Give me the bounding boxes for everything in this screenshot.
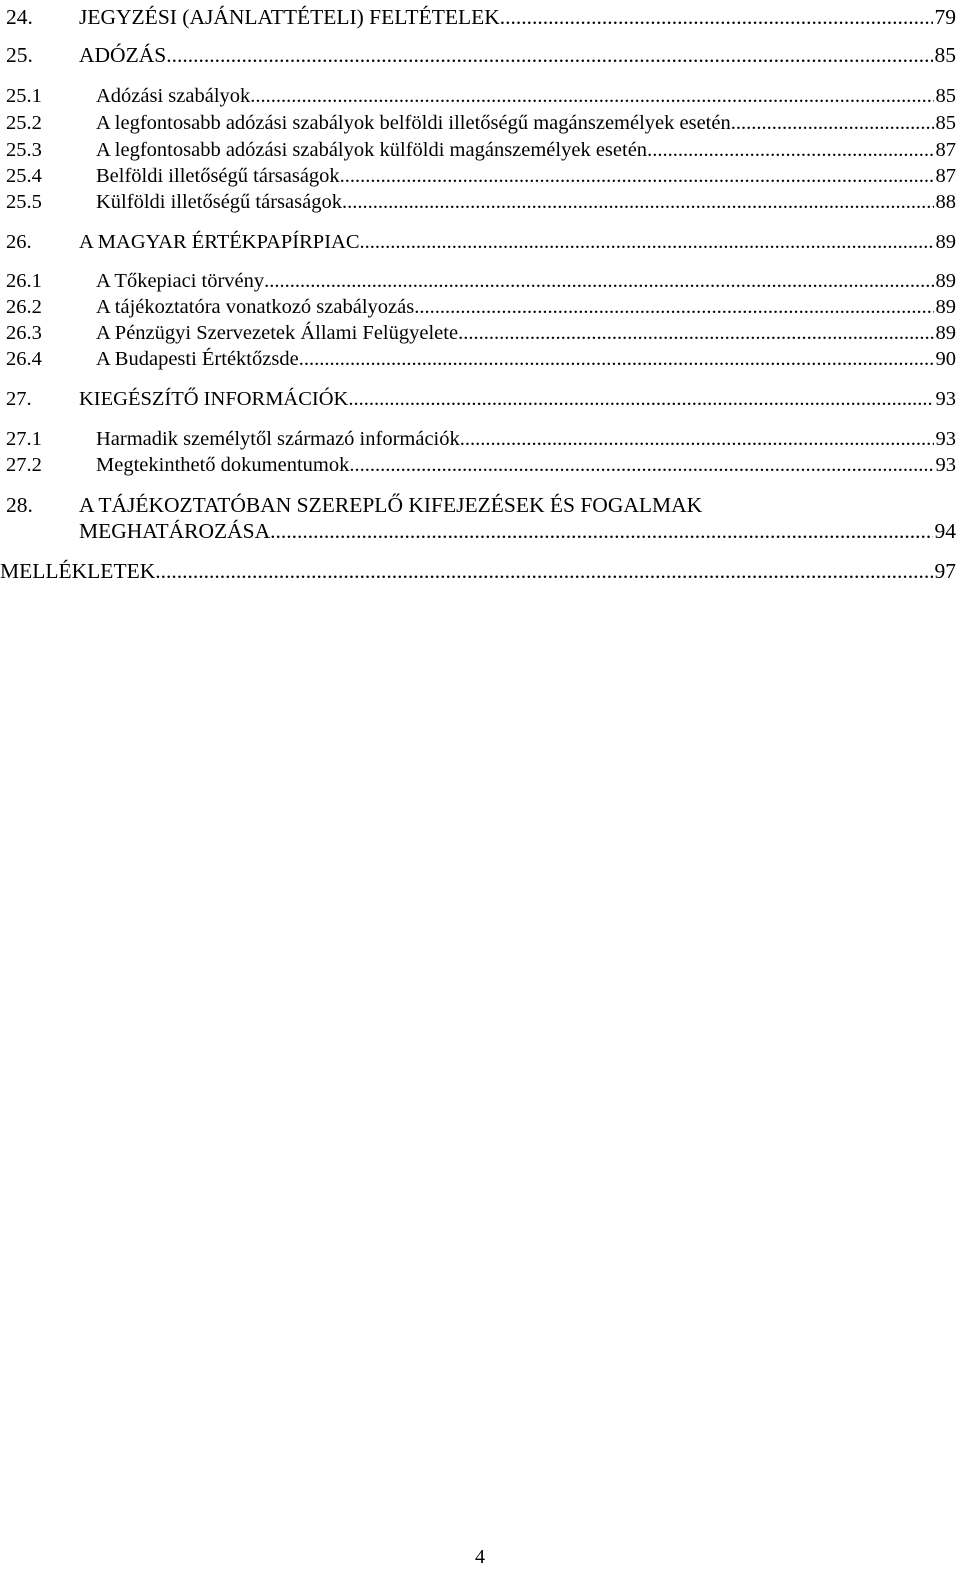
toc-entry-page: 88: [935, 191, 956, 213]
toc-entry-page: 89: [935, 270, 956, 292]
toc-entry-title: MELLÉKLETEK: [0, 559, 156, 583]
toc-entry[interactable]: [6, 320, 956, 346]
toc-dot-leader: [270, 518, 932, 544]
toc-entry-title: A legfontosabb adózási szabályok belföldi illetőségű magánszemélyek esetén: [96, 112, 731, 134]
toc-entry-number: 27.: [6, 388, 32, 410]
toc-entry-title: A Tőkepiaci törvény: [96, 270, 265, 292]
toc-dot-leader: [731, 110, 934, 136]
toc-entry-page: 79: [934, 5, 956, 29]
toc-dot-leader: [360, 229, 934, 255]
toc-entry[interactable]: [6, 492, 956, 544]
toc-entry-title-line1: A TÁJÉKOZTATÓBAN SZEREPLŐ KIFEJEZÉSEK ÉS FOGALMAK: [79, 493, 703, 517]
toc-entry-number: 25.: [6, 43, 33, 67]
toc-entry-title-line2: MEGHATÁROZÁSA: [79, 519, 271, 543]
toc-entry-number: 26.3: [6, 322, 42, 344]
toc-entry-page: 85: [934, 43, 956, 67]
toc-entry-page: 93: [935, 388, 956, 410]
toc-entry-title: ADÓZÁS: [79, 43, 167, 67]
toc-entry-page: 85: [935, 85, 956, 107]
toc-entry-page: 89: [935, 322, 956, 344]
toc-entry-title: A Pénzügyi Szervezetek Állami Felügyelete: [96, 322, 459, 344]
toc-entry-number: 27.2: [6, 454, 42, 476]
toc-entry-title: Adózási szabályok: [96, 85, 251, 107]
toc-dot-leader: [166, 42, 932, 68]
toc-entry-number: 27.1: [6, 428, 42, 450]
toc-entry-number: 28.: [6, 493, 33, 517]
toc-entry-number: 26.2: [6, 296, 42, 318]
toc-entry-page: 89: [935, 231, 956, 253]
toc-entry-title: A MAGYAR ÉRTÉKPAPÍRPIAC: [79, 231, 360, 253]
toc-dot-leader: [349, 452, 933, 478]
toc-entry[interactable]: [6, 4, 956, 30]
toc-entry-page: 87: [935, 139, 956, 161]
toc-entry-number: 25.4: [6, 165, 42, 187]
toc-entry-number: 25.5: [6, 191, 42, 213]
toc-entry[interactable]: [6, 110, 956, 136]
toc-entry-title: Külföldi illetőségű társaságok: [96, 191, 342, 213]
page-number: 4: [475, 1546, 485, 1568]
toc-entry[interactable]: [6, 268, 956, 294]
toc-entry-page: 89: [935, 296, 956, 318]
toc-entry-number: 25.2: [6, 112, 42, 134]
toc-entry[interactable]: [6, 189, 956, 215]
toc-dot-leader: [460, 426, 934, 452]
toc-entry-title: A Budapesti Értéktőzsde: [96, 348, 299, 370]
toc-entry-title: Belföldi illetőségű társaságok: [96, 165, 340, 187]
toc-entry-title: KIEGÉSZÍTŐ INFORMÁCIÓK: [79, 388, 349, 410]
toc-entry-page: 87: [935, 165, 956, 187]
toc-entry-number: 26.1: [6, 270, 42, 292]
toc-dot-leader: [299, 346, 934, 372]
toc-entry-title: A tájékoztatóra vonatkozó szabályozás: [96, 296, 415, 318]
toc-entry-page: 97: [934, 559, 956, 583]
toc-entry[interactable]: [6, 426, 956, 452]
toc-dot-leader: [342, 189, 934, 215]
toc-entry[interactable]: [6, 42, 956, 68]
toc-entry-number: 25.1: [6, 85, 42, 107]
toc-entry-page: 93: [935, 428, 956, 450]
toc-entry-number: 24.: [6, 5, 33, 29]
toc-entry-number: 26.: [6, 231, 32, 253]
toc-dot-leader: [500, 4, 933, 30]
toc-entry[interactable]: [0, 558, 956, 584]
toc-entry[interactable]: [6, 83, 956, 109]
toc-entry-number: 26.4: [6, 348, 42, 370]
toc-entry-title: Megtekinthető dokumentumok: [96, 454, 350, 476]
toc-dot-leader: [458, 320, 933, 346]
toc-dot-leader: [348, 386, 933, 412]
toc-entry[interactable]: [6, 137, 956, 163]
toc-entry-title: JEGYZÉSI (AJÁNLATTÉTELI) FELTÉTELEK: [79, 5, 500, 29]
toc-entry-page: 85: [935, 112, 956, 134]
toc-entry-page: 93: [935, 454, 956, 476]
toc-entry[interactable]: [6, 452, 956, 478]
toc-entry[interactable]: [6, 386, 956, 412]
toc-dot-leader: [414, 294, 933, 320]
toc-entry-title: Harmadik személytől származó információk: [96, 428, 460, 450]
toc-dot-leader: [647, 137, 933, 163]
toc-entry[interactable]: [6, 163, 956, 189]
toc-dot-leader: [264, 268, 933, 294]
toc-entry-page: 90: [935, 348, 956, 370]
toc-entry-page: 94: [934, 519, 956, 543]
toc-dot-leader: [250, 83, 933, 109]
toc-dot-leader: [155, 558, 932, 584]
toc-entry[interactable]: [6, 294, 956, 320]
toc-entry[interactable]: [6, 346, 956, 372]
toc-entry-number: 25.3: [6, 139, 42, 161]
toc-dot-leader: [340, 163, 934, 189]
toc-entry-title: A legfontosabb adózási szabályok külföldi magánszemélyek esetén: [96, 139, 648, 161]
toc-entry[interactable]: [6, 229, 956, 255]
